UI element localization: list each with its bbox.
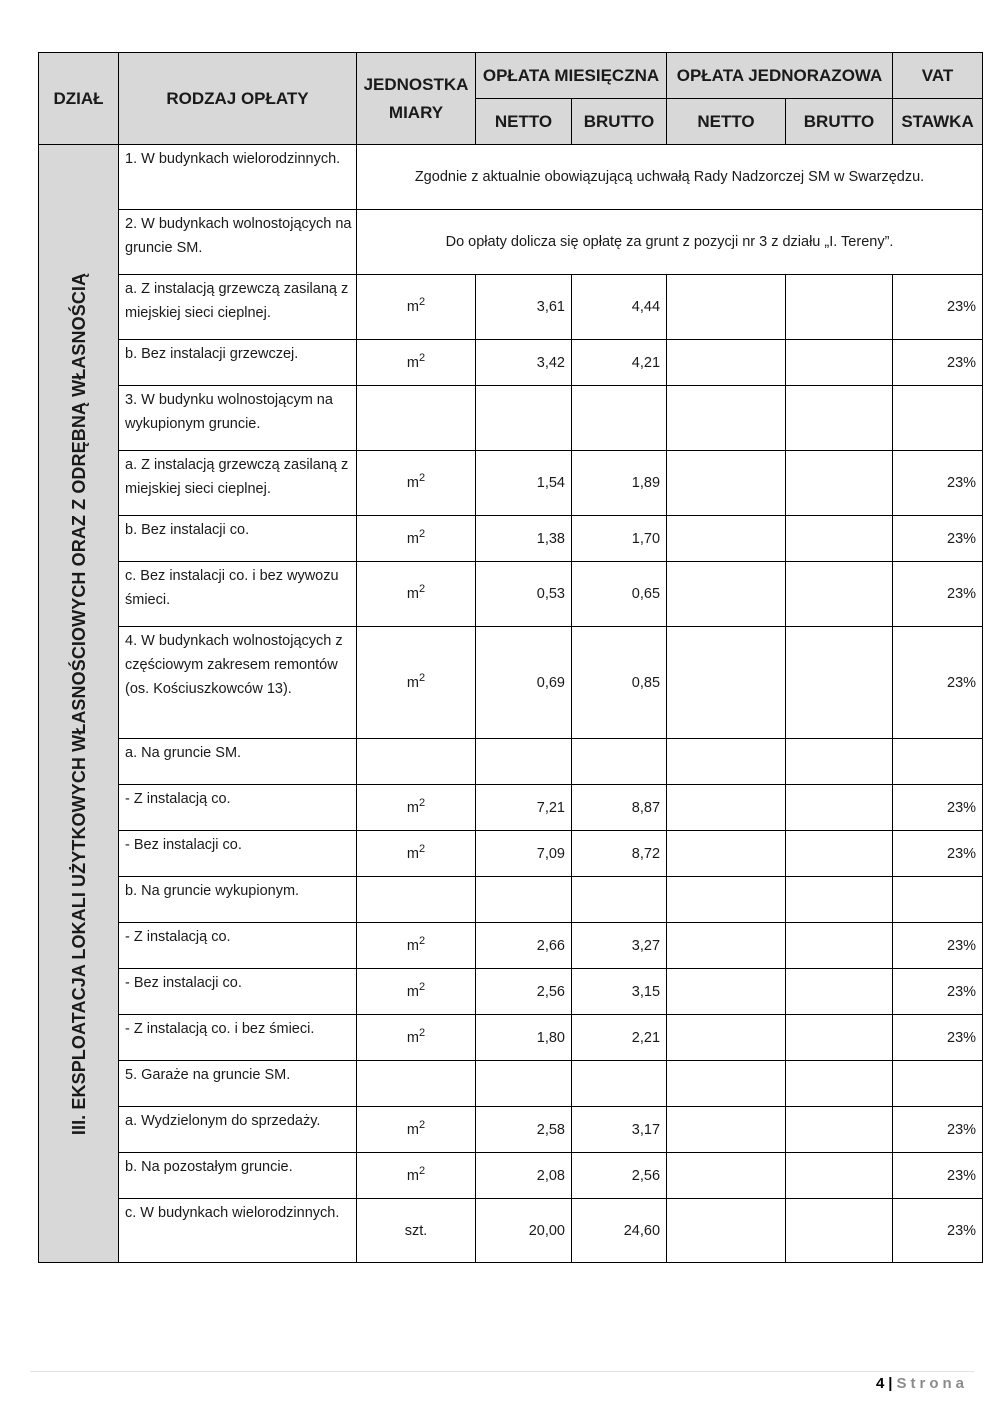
brutto-monthly: 0,65: [572, 562, 667, 627]
brutto-monthly: [572, 877, 667, 923]
brutto-monthly: 8,87: [572, 785, 667, 831]
unit-cell: [357, 516, 476, 562]
vat-rate: 23%: [893, 1153, 983, 1199]
header-stawka: STAWKA: [893, 99, 983, 145]
netto-monthly: [476, 386, 572, 451]
netto-onetime: [667, 275, 786, 340]
brutto-monthly: 4,44: [572, 275, 667, 340]
vat-rate: 23%: [893, 627, 983, 739]
unit-text: m: [406, 299, 419, 315]
fee-name: c. Bez instalacji co. i bez wywozu śmieci.: [119, 562, 357, 627]
brutto-monthly: 3,15: [572, 969, 667, 1015]
unit-text: m: [406, 674, 419, 691]
brutto-onetime: [786, 1107, 893, 1153]
unit-text: szt.: [404, 1222, 428, 1239]
unit-superscript: 2: [418, 1164, 426, 1177]
netto-onetime: [667, 785, 786, 831]
table-row: [39, 739, 983, 785]
vat-rate: 23%: [893, 1199, 983, 1263]
table-row: [39, 969, 983, 1015]
unit-superscript: 2: [418, 796, 426, 809]
unit-superscript: 2: [418, 583, 426, 596]
brutto-onetime: [786, 877, 893, 923]
unit-superscript: 2: [418, 671, 426, 684]
page-number: 4: [875, 1375, 885, 1392]
header-jednostka-line1: JEDNOSTKA: [363, 74, 469, 94]
netto-monthly: 2,66: [476, 923, 572, 969]
table-row: [39, 451, 983, 516]
brutto-monthly: 8,72: [572, 831, 667, 877]
unit-superscript: 2: [418, 1118, 426, 1131]
page-footer: [876, 1375, 968, 1392]
unit-cell: [357, 275, 476, 340]
header-oplata-jednorazowa: OPŁATA JEDNORAZOWA: [667, 53, 893, 99]
footer-page-word: Strona: [896, 1375, 968, 1392]
brutto-onetime: [786, 739, 893, 785]
brutto-onetime: [786, 275, 893, 340]
unit-cell: [357, 1107, 476, 1153]
netto-onetime: [667, 969, 786, 1015]
brutto-onetime: [786, 386, 893, 451]
netto-onetime: [667, 1153, 786, 1199]
netto-monthly: [476, 877, 572, 923]
unit-cell: [357, 627, 476, 739]
unit-cell: [357, 877, 476, 923]
netto-monthly: 1,80: [476, 1015, 572, 1061]
unit-text: m: [406, 1121, 419, 1138]
fee-name: 1. W budynkach wielorodzinnych.: [119, 145, 357, 210]
brutto-onetime: [786, 516, 893, 562]
unit-cell: [357, 1199, 476, 1263]
fee-name: b. Na pozostałym gruncie.: [119, 1153, 357, 1199]
fee-name: c. W budynkach wielorodzinnych.: [119, 1199, 357, 1263]
vat-rate: 23%: [893, 1107, 983, 1153]
netto-onetime: [667, 1015, 786, 1061]
fee-name: b. Na gruncie wykupionym.: [119, 877, 357, 923]
netto-monthly: 3,61: [476, 275, 572, 340]
brutto-monthly: 2,21: [572, 1015, 667, 1061]
brutto-monthly: [572, 386, 667, 451]
unit-cell: [357, 831, 476, 877]
brutto-onetime: [786, 923, 893, 969]
fee-name: - Bez instalacji co.: [119, 969, 357, 1015]
footer-divider: [30, 1371, 974, 1372]
netto-onetime: [667, 562, 786, 627]
brutto-onetime: [786, 1015, 893, 1061]
table-row: [39, 1015, 983, 1061]
brutto-monthly: [572, 1061, 667, 1107]
unit-cell: [357, 1061, 476, 1107]
fee-name: 2. W budynkach wolnostojących na gruncie SM.: [119, 210, 357, 275]
brutto-onetime: [786, 969, 893, 1015]
header-brutto-jednorazowa: BRUTTO: [786, 99, 893, 145]
header-jednostka-line2: MIARY: [388, 102, 444, 122]
fee-name: a. Wydzielonym do sprzedaży.: [119, 1107, 357, 1153]
netto-onetime: [667, 386, 786, 451]
header-oplata-miesieczna: OPŁATA MIESIĘCZNA: [476, 53, 667, 99]
unit-superscript: 2: [418, 296, 426, 309]
brutto-onetime: [786, 785, 893, 831]
brutto-onetime: [786, 1061, 893, 1107]
unit-cell: [357, 386, 476, 451]
netto-monthly: 20,00: [476, 1199, 572, 1263]
unit-cell: [357, 562, 476, 627]
unit-cell: [357, 340, 476, 386]
vat-rate: 23%: [893, 340, 983, 386]
unit-superscript: 2: [418, 1026, 426, 1039]
table-row: [39, 831, 983, 877]
brutto-monthly: 2,56: [572, 1153, 667, 1199]
table-row: [39, 1153, 983, 1199]
fee-note: Zgodnie z aktualnie obowiązującą uchwałą Rady Nadzorczej SM w Swarzędzu.: [357, 145, 983, 210]
brutto-onetime: [786, 1153, 893, 1199]
table-row: [39, 562, 983, 627]
netto-monthly: 1,38: [476, 516, 572, 562]
netto-onetime: [667, 627, 786, 739]
fee-name: a. Na gruncie SM.: [119, 739, 357, 785]
unit-superscript: 2: [418, 842, 426, 855]
table-row: [39, 1199, 983, 1263]
brutto-onetime: [786, 627, 893, 739]
section-title: III. EKSPLOATACJA LOKALI UŻYTKOWYCH WŁASNOŚCIOWYCH ORAZ Z ODRĘBNĄ WŁASNOŚCIĄ: [68, 272, 89, 1135]
fee-name: a. Z instalacją grzewczą zasilaną z miejskiej sieci cieplnej.: [119, 275, 357, 340]
brutto-onetime: [786, 831, 893, 877]
unit-text: m: [406, 1167, 419, 1184]
vat-rate: 23%: [893, 785, 983, 831]
vat-rate: 23%: [893, 923, 983, 969]
table-row: [39, 386, 983, 451]
brutto-monthly: 1,70: [572, 516, 667, 562]
vat-rate: 23%: [893, 451, 983, 516]
unit-text: m: [406, 1029, 419, 1046]
fee-name: 3. W budynku wolnostojącym na wykupionym gruncie.: [119, 386, 357, 451]
unit-cell: [357, 923, 476, 969]
unit-superscript: 2: [418, 351, 426, 364]
brutto-monthly: 1,89: [572, 451, 667, 516]
unit-superscript: 2: [418, 472, 426, 485]
brutto-onetime: [786, 1199, 893, 1263]
vat-rate: 23%: [893, 1015, 983, 1061]
unit-text: m: [406, 983, 419, 1000]
fee-name: b. Bez instalacji grzewczej.: [119, 340, 357, 386]
brutto-monthly: 3,17: [572, 1107, 667, 1153]
unit-cell: [357, 739, 476, 785]
footer-separator: |: [888, 1375, 893, 1392]
fee-name: - Z instalacją co. i bez śmieci.: [119, 1015, 357, 1061]
table-row: [39, 210, 983, 275]
unit-text: m: [406, 586, 419, 602]
table-row: [39, 923, 983, 969]
vat-rate: 23%: [893, 275, 983, 340]
vat-rate: [893, 739, 983, 785]
netto-onetime: [667, 451, 786, 516]
table-row: [39, 1107, 983, 1153]
unit-cell: [357, 1015, 476, 1061]
netto-onetime: [667, 1061, 786, 1107]
header-dzial: DZIAŁ: [39, 53, 119, 145]
unit-superscript: 2: [418, 980, 426, 993]
brutto-monthly: 0,85: [572, 627, 667, 739]
fee-name: a. Z instalacją grzewczą zasilaną z miejskiej sieci cieplnej.: [119, 451, 357, 516]
brutto-onetime: [786, 340, 893, 386]
table-row: [39, 340, 983, 386]
netto-onetime: [667, 340, 786, 386]
netto-monthly: [476, 1061, 572, 1107]
fee-name: 4. W budynkach wolnostojących z częściowym zakresem remontów (os. Kościuszkowców 13).: [119, 627, 357, 739]
netto-onetime: [667, 877, 786, 923]
unit-superscript: 2: [418, 527, 426, 540]
netto-monthly: 2,56: [476, 969, 572, 1015]
brutto-monthly: 4,21: [572, 340, 667, 386]
fee-name: b. Bez instalacji co.: [119, 516, 357, 562]
vat-rate: 23%: [893, 562, 983, 627]
netto-onetime: [667, 923, 786, 969]
fee-table-body: [39, 145, 983, 1263]
vat-rate: [893, 386, 983, 451]
header-jednostka-miary: [357, 53, 476, 145]
header-vat: VAT: [893, 53, 983, 99]
brutto-onetime: [786, 562, 893, 627]
netto-monthly: 3,42: [476, 340, 572, 386]
header-netto-miesieczna: NETTO: [476, 99, 572, 145]
table-row: [39, 275, 983, 340]
unit-text: m: [406, 354, 419, 371]
netto-monthly: 7,21: [476, 785, 572, 831]
netto-monthly: 1,54: [476, 451, 572, 516]
vat-rate: 23%: [893, 516, 983, 562]
header-rodzaj-oplaty: RODZAJ OPŁATY: [119, 53, 357, 145]
unit-text: m: [406, 845, 419, 862]
unit-text: m: [406, 937, 419, 954]
unit-cell: [357, 1153, 476, 1199]
unit-text: m: [406, 530, 419, 547]
netto-onetime: [667, 1199, 786, 1263]
brutto-monthly: 24,60: [572, 1199, 667, 1263]
brutto-onetime: [786, 451, 893, 516]
netto-monthly: 2,58: [476, 1107, 572, 1153]
vat-rate: 23%: [893, 969, 983, 1015]
unit-cell: [357, 785, 476, 831]
brutto-monthly: [572, 739, 667, 785]
unit-cell: [357, 451, 476, 516]
vat-rate: 23%: [893, 831, 983, 877]
fee-name: - Bez instalacji co.: [119, 831, 357, 877]
table-row: [39, 145, 983, 210]
brutto-monthly: 3,27: [572, 923, 667, 969]
table-row: [39, 785, 983, 831]
vat-rate: [893, 1061, 983, 1107]
netto-onetime: [667, 1107, 786, 1153]
netto-monthly: 2,08: [476, 1153, 572, 1199]
netto-monthly: 7,09: [476, 831, 572, 877]
netto-onetime: [667, 516, 786, 562]
netto-monthly: 0,69: [476, 627, 572, 739]
fee-name: - Z instalacją co.: [119, 785, 357, 831]
table-row: [39, 516, 983, 562]
unit-cell: [357, 969, 476, 1015]
fee-note: Do opłaty dolicza się opłatę za grunt z pozycji nr 3 z działu „I. Tereny”.: [357, 210, 983, 275]
vat-rate: [893, 877, 983, 923]
section-cell: [39, 145, 119, 1263]
unit-superscript: 2: [418, 934, 426, 947]
table-row: [39, 1061, 983, 1107]
unit-text: m: [406, 475, 419, 491]
fee-name: - Z instalacją co.: [119, 923, 357, 969]
fee-name: 5. Garaże na gruncie SM.: [119, 1061, 357, 1107]
header-brutto-miesieczna: BRUTTO: [572, 99, 667, 145]
table-row: [39, 877, 983, 923]
netto-onetime: [667, 739, 786, 785]
netto-onetime: [667, 831, 786, 877]
unit-text: m: [406, 799, 419, 816]
netto-monthly: [476, 739, 572, 785]
fee-table: [38, 52, 983, 1263]
netto-monthly: 0,53: [476, 562, 572, 627]
header-netto-jednorazowa: NETTO: [667, 99, 786, 145]
table-row: [39, 627, 983, 739]
